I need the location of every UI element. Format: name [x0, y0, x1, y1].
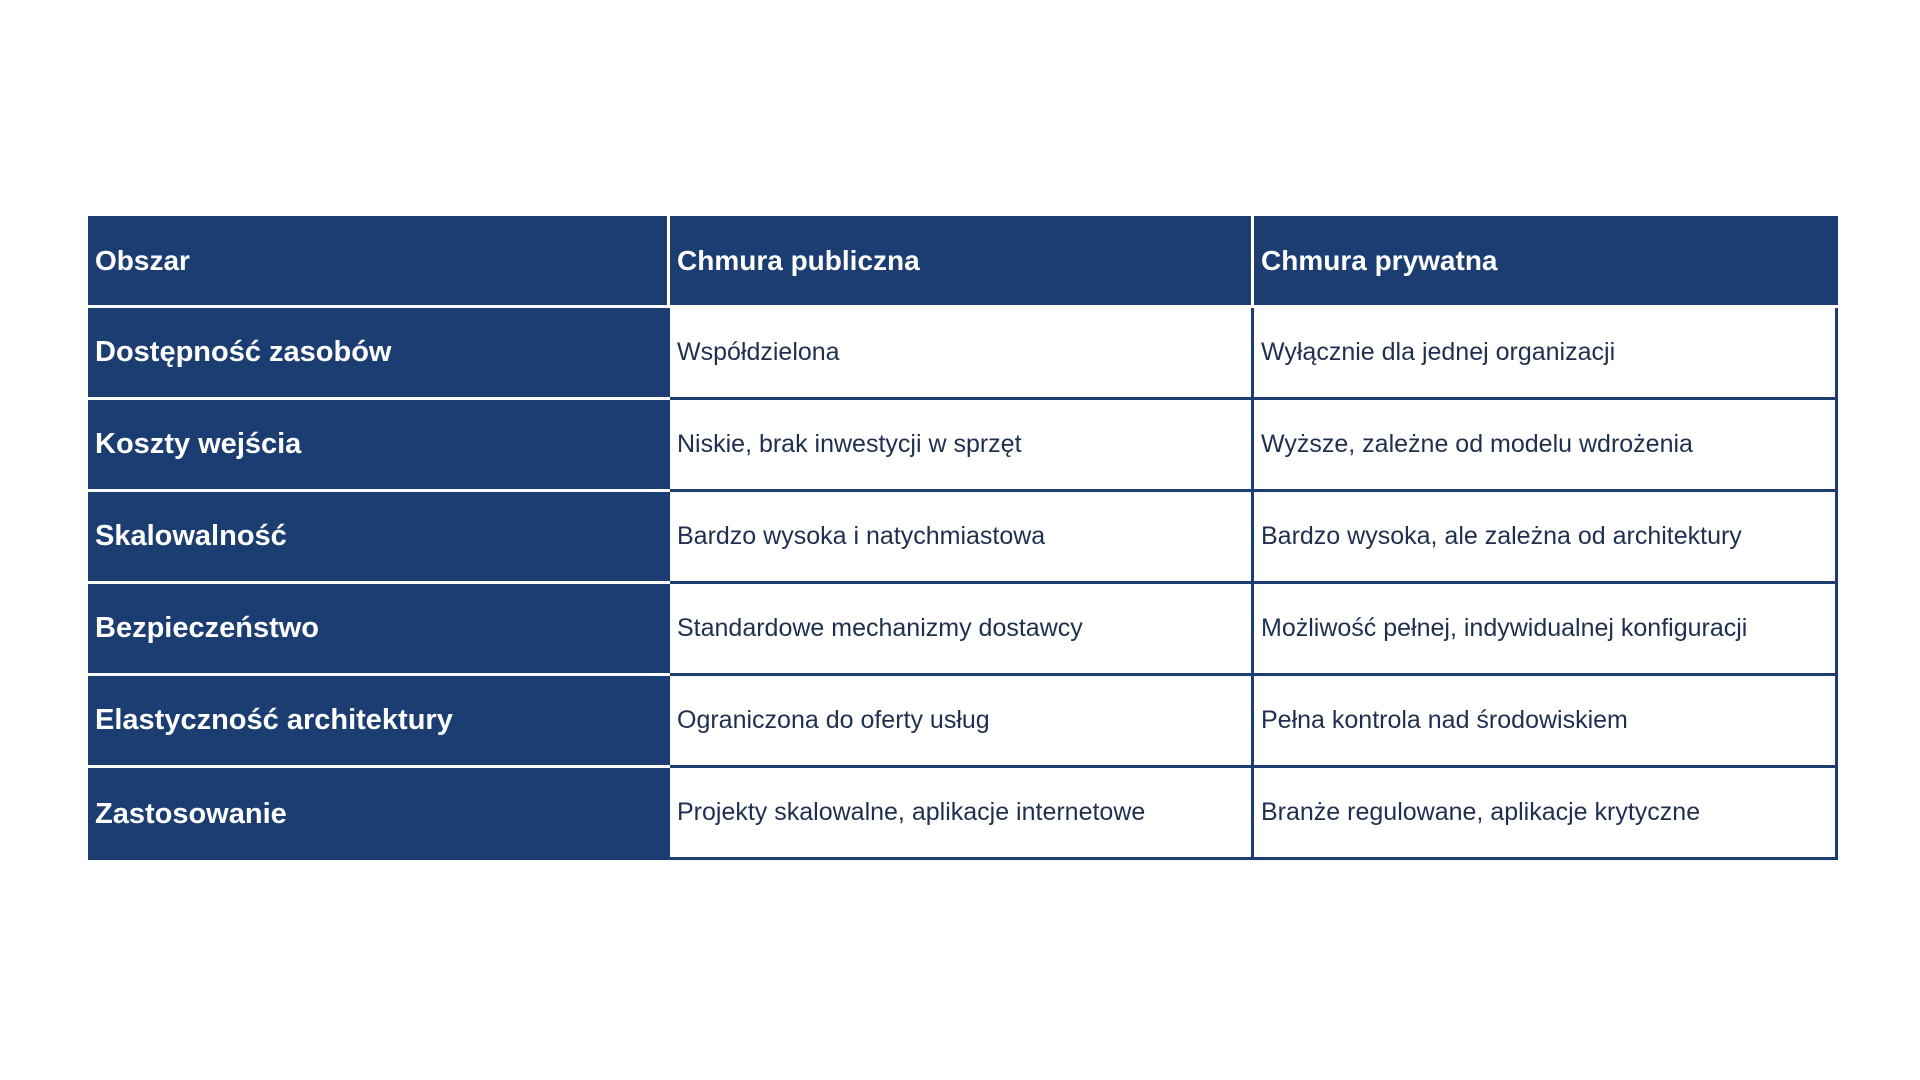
public-cloud-cell: Standardowe mechanizmy dostawcy: [670, 584, 1254, 676]
row-label: Elastyczność architektury: [88, 676, 670, 768]
comparison-table: [88, 216, 1838, 860]
row-label: Bezpieczeństwo: [88, 584, 670, 676]
public-cloud-cell: Współdzielona: [670, 308, 1254, 400]
row-label: Skalowalność: [88, 492, 670, 584]
table-row: [88, 584, 1838, 676]
row-label: Koszty wejścia: [88, 400, 670, 492]
table-row: [88, 400, 1838, 492]
table-row: [88, 676, 1838, 768]
header-public-cloud: Chmura publiczna: [670, 216, 1254, 308]
public-cloud-cell: Bardzo wysoka i natychmiastowa: [670, 492, 1254, 584]
private-cloud-cell: Branże regulowane, aplikacje krytyczne: [1254, 768, 1838, 860]
table-row: [88, 308, 1838, 400]
private-cloud-cell: Możliwość pełnej, indywidualnej konfiguracji: [1254, 584, 1838, 676]
header-private-cloud: Chmura prywatna: [1254, 216, 1838, 308]
private-cloud-cell: Bardzo wysoka, ale zależna od architektury: [1254, 492, 1838, 584]
private-cloud-cell: Wyłącznie dla jednej organizacji: [1254, 308, 1838, 400]
public-cloud-cell: Ograniczona do oferty usług: [670, 676, 1254, 768]
header-area: Obszar: [88, 216, 670, 308]
table-row: [88, 492, 1838, 584]
private-cloud-cell: Pełna kontrola nad środowiskiem: [1254, 676, 1838, 768]
private-cloud-cell: Wyższe, zależne od modelu wdrożenia: [1254, 400, 1838, 492]
row-label: Dostępność zasobów: [88, 308, 670, 400]
row-label: Zastosowanie: [88, 768, 670, 860]
table-header: [88, 216, 1838, 308]
table-row: [88, 768, 1838, 860]
table-body: [88, 308, 1838, 860]
header-row: [88, 216, 1838, 308]
public-cloud-cell: Niskie, brak inwestycji w sprzęt: [670, 400, 1254, 492]
public-cloud-cell: Projekty skalowalne, aplikacje internetowe: [670, 768, 1254, 860]
